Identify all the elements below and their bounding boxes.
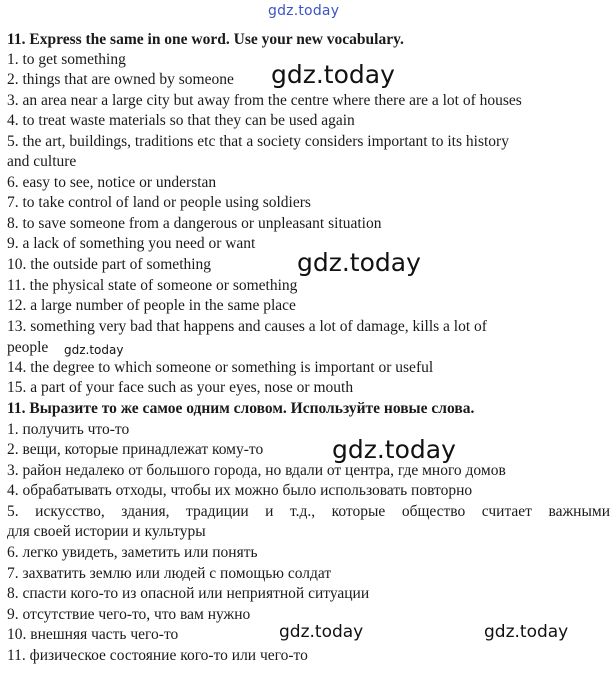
english-item: 1. to get something (7, 51, 126, 68)
english-item: 12. a large number of people in the same place (7, 297, 296, 314)
english-heading: 11. Express the same in one word. Use your new vocabulary. (7, 31, 404, 48)
english-item: 4. to treat waste materials so that they can be used again (7, 112, 355, 129)
english-item: 8. to save someone from a dangerous or unpleasant situation (7, 215, 382, 232)
russian-item: 11. физическое состояние кого-то или чего-то (7, 647, 308, 664)
russian-item: 6. легко увидеть, заметить или понять (7, 544, 258, 561)
watermark: gdz.today (297, 248, 421, 277)
russian-item: 8. спасти кого-то из опасной или неприятной ситуации (7, 585, 370, 602)
watermark: gdz.today (64, 343, 124, 357)
english-item: 9. a lack of something you need or want (7, 235, 256, 252)
english-item: 7. to take control of land or people using soldiers (7, 194, 311, 211)
russian-item: для своей истории и культуры (7, 523, 206, 540)
english-item: 15. a part of your face such as your eyes, nose or mouth (7, 379, 354, 396)
russian-item: 7. захватить землю или людей с помощью солдат (7, 565, 332, 582)
english-item: 13. something very bad that happens and causes a lot of damage, kills a lot of (7, 318, 487, 335)
english-item: 6. easy to see, notice or understan (7, 174, 217, 191)
russian-item: 4. обрабатывать отходы, чтобы их можно было использовать повторно (7, 482, 473, 499)
english-item: 11. the physical state of someone or something (7, 277, 298, 294)
russian-item: 3. район недалеко от большого города, но вдали от центра, где много домов (7, 462, 506, 479)
russian-heading: 11. Выразите то же самое одним словом. Используйте новые слова. (7, 400, 475, 417)
english-item: and culture (7, 153, 77, 170)
russian-item: 9. отсутствие чего-то, что вам нужно (7, 606, 251, 623)
english-item: 2. things that are owned by someone (7, 71, 234, 88)
russian-item: 5. искусство, здания, традиции и т.д., которые общество считает важными (7, 503, 610, 520)
english-item: 10. the outside part of something (7, 256, 212, 273)
watermark: gdz.today (484, 622, 569, 642)
english-item: people (7, 339, 49, 356)
russian-item: 1. получить что-то (7, 421, 130, 438)
watermark-top: gdz.today (268, 3, 340, 19)
english-item: 3. an area near a large city but away from the centre where there are a lot of houses (7, 92, 522, 109)
watermark: gdz.today (271, 60, 395, 89)
russian-item: 10. внешняя часть чего-то (7, 626, 179, 643)
english-item: 14. the degree to which someone or something is important or useful (7, 359, 434, 376)
watermark: gdz.today (332, 435, 456, 464)
english-item: 5. the art, buildings, traditions etc that a society considers important to its history (7, 133, 509, 150)
russian-item: 2. вещи, которые принадлежат кому-то (7, 441, 264, 458)
watermark: gdz.today (279, 622, 364, 642)
